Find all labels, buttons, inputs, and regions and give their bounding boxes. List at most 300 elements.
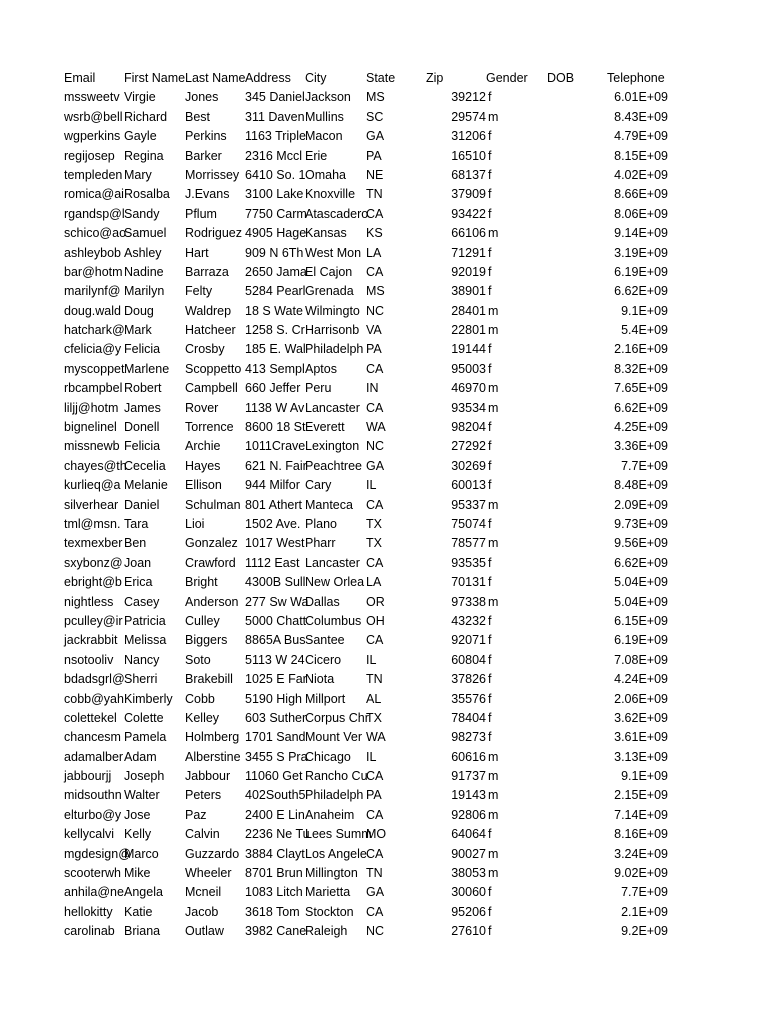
cell-telephone: 6.62E+09	[614, 555, 668, 570]
cell-state: TX	[366, 536, 382, 551]
cell-city: Harrisonb	[305, 323, 360, 338]
cell-email: adamalber	[64, 749, 124, 764]
cell-state: KS	[366, 226, 383, 241]
cell-state: TX	[366, 710, 382, 725]
cell-zip: 38901	[451, 284, 486, 299]
table-row	[64, 534, 684, 553]
cell-city: West Mon	[305, 245, 362, 260]
cell-email: ashleybob	[64, 245, 121, 260]
cell-city: Columbus	[305, 613, 362, 628]
cell-zip: 95206	[451, 904, 486, 919]
cell-email: hatchark@	[64, 323, 125, 338]
cell-address: 2316 Mccl	[245, 148, 302, 163]
cell-address: 3455 S Pra	[245, 749, 308, 764]
cell-zip: 60804	[451, 652, 486, 667]
cell-telephone: 4.25E+09	[614, 420, 668, 435]
cell-state: IL	[366, 652, 377, 667]
cell-first-name: Joseph	[124, 769, 165, 784]
cell-address: 11060 Get	[245, 769, 303, 784]
cell-address: 2650 Jama	[245, 264, 307, 279]
cell-gender: m	[488, 400, 499, 415]
cell-email: marilynf@	[64, 284, 121, 299]
cell-telephone: 7.7E+09	[621, 885, 668, 900]
cell-state: NC	[366, 303, 385, 318]
cell-state: CA	[366, 400, 384, 415]
cell-city: Omaha	[305, 167, 346, 182]
cell-city: Atascadero	[305, 206, 369, 221]
cell-first-name: Mary	[124, 167, 152, 182]
cell-state: MS	[366, 90, 385, 105]
cell-email: midsouthn	[64, 788, 122, 803]
cell-state: NC	[366, 924, 385, 939]
cell-address: 5000 Chatt	[245, 613, 307, 628]
cell-first-name: Doug	[124, 303, 154, 318]
cell-gender: f	[488, 264, 492, 279]
cell-last-name: Hayes	[185, 458, 221, 473]
cell-gender: f	[488, 90, 492, 105]
cell-city: Corpus Chr	[305, 710, 369, 725]
table-row	[64, 515, 684, 534]
cell-email: myscoppet	[64, 361, 125, 376]
cell-first-name: Ashley	[124, 245, 162, 260]
cell-address: 1025 E Far	[245, 672, 307, 687]
table-row	[64, 496, 684, 515]
cell-email: templeden	[64, 167, 123, 182]
cell-state: OH	[366, 613, 385, 628]
cell-gender: f	[488, 555, 492, 570]
cell-last-name: Jacob	[185, 904, 219, 919]
cell-gender: f	[488, 206, 492, 221]
cell-telephone: 8.48E+09	[614, 478, 668, 493]
cell-state: PA	[366, 342, 382, 357]
cell-first-name: Tara	[124, 516, 149, 531]
cell-zip: 43232	[451, 613, 486, 628]
cell-telephone: 6.19E+09	[614, 633, 668, 648]
cell-email: chancesm	[64, 730, 121, 745]
cell-address: 311 Daven	[245, 109, 305, 124]
cell-email: silverhear	[64, 497, 119, 512]
cell-first-name: Melissa	[124, 633, 167, 648]
cell-last-name: Torrence	[185, 420, 234, 435]
table-row	[64, 185, 684, 204]
cell-city: Jackson	[305, 90, 351, 105]
cell-gender: m	[488, 749, 499, 764]
cell-gender: f	[488, 652, 492, 667]
cell-last-name: Jabbour	[185, 769, 231, 784]
cell-state: TX	[366, 516, 382, 531]
cell-last-name: Bright	[185, 575, 218, 590]
cell-telephone: 7.65E+09	[614, 381, 668, 396]
cell-zip: 19143	[451, 788, 486, 803]
cell-gender: f	[488, 420, 492, 435]
cell-gender: m	[488, 866, 499, 881]
cell-telephone: 8.15E+09	[614, 148, 668, 163]
cell-telephone: 2.06E+09	[614, 691, 668, 706]
cell-city: Lexington	[305, 439, 360, 454]
table-row	[64, 166, 684, 185]
cell-gender: f	[488, 458, 492, 473]
cell-first-name: Adam	[124, 749, 157, 764]
cell-address: 1502 Ave.	[245, 516, 301, 531]
cell-gender: f	[488, 167, 492, 182]
table-row	[64, 573, 684, 592]
cell-first-name: Felicia	[124, 439, 161, 454]
cell-city: Stockton	[305, 904, 354, 919]
cell-last-name: Jones	[185, 90, 219, 105]
cell-address: 1112 East	[245, 555, 300, 570]
cell-address: 7750 Carm	[245, 206, 307, 221]
cell-first-name: Marco	[124, 846, 159, 861]
cell-first-name: Cecelia	[124, 458, 166, 473]
cell-first-name: Kelly	[124, 827, 152, 842]
cell-zip: 97338	[451, 594, 486, 609]
cell-state: IL	[366, 749, 377, 764]
cell-address: 5284 Pearl	[245, 284, 306, 299]
cell-last-name: Rodriguez	[185, 226, 242, 241]
cell-telephone: 8.32E+09	[614, 361, 668, 376]
cell-email: chayes@th	[64, 458, 127, 473]
cell-gender: m	[488, 536, 499, 551]
cell-city: Rancho Cu	[305, 769, 368, 784]
cell-email: jabbourjj	[64, 769, 112, 784]
cell-email: liljj@hotm	[64, 400, 119, 415]
cell-first-name: Samuel	[124, 226, 167, 241]
cell-state: OR	[366, 594, 385, 609]
cell-gender: f	[488, 516, 492, 531]
cell-telephone: 9.1E+09	[621, 303, 668, 318]
cell-last-name: Pflum	[185, 206, 217, 221]
table-row	[64, 748, 684, 767]
cell-city: Marietta	[305, 885, 351, 900]
table-row	[64, 437, 684, 456]
cell-address: 1138 W Av	[245, 400, 305, 415]
cell-email: colettekel	[64, 710, 117, 725]
cell-first-name: Mark	[124, 323, 152, 338]
cell-zip: 64064	[451, 827, 486, 842]
cell-address: 18 S Wate	[245, 303, 303, 318]
cell-gender: f	[488, 129, 492, 144]
cell-address: 277 Sw Wa	[245, 594, 309, 609]
cell-email: jackrabbit	[64, 633, 118, 648]
header-state: State	[366, 71, 396, 85]
cell-zip: 98273	[451, 730, 486, 745]
cell-state: CA	[366, 769, 384, 784]
cell-state: LA	[366, 245, 382, 260]
cell-telephone: 7.14E+09	[614, 807, 668, 822]
cell-gender: f	[488, 924, 492, 939]
cell-zip: 27292	[451, 439, 486, 454]
cell-address: 345 Daniel	[245, 90, 305, 105]
cell-zip: 93534	[451, 400, 486, 415]
table-row	[64, 864, 684, 883]
cell-first-name: Katie	[124, 904, 153, 919]
cell-gender: m	[488, 497, 499, 512]
cell-gender: f	[488, 885, 492, 900]
cell-address: 1011Crave	[245, 439, 306, 454]
table-row	[64, 922, 684, 941]
cell-last-name: Holmberg	[185, 730, 240, 745]
cell-email: bignelinel	[64, 420, 117, 435]
table-row	[64, 806, 684, 825]
cell-city: Lees Summ	[305, 827, 372, 842]
cell-state: MS	[366, 284, 385, 299]
cell-email: missnewb	[64, 439, 120, 454]
cell-city: Chicago	[305, 749, 351, 764]
table-row	[64, 631, 684, 650]
cell-zip: 98204	[451, 420, 486, 435]
cell-zip: 16510	[451, 148, 486, 163]
cell-gender: f	[488, 342, 492, 357]
table-row	[64, 205, 684, 224]
cell-city: Niota	[305, 672, 335, 687]
header-email: Email	[64, 71, 96, 85]
cell-telephone: 4.24E+09	[614, 672, 668, 687]
cell-email: rgandsp@l	[64, 206, 125, 221]
cell-gender: f	[488, 730, 492, 745]
cell-telephone: 6.15E+09	[614, 613, 668, 628]
cell-telephone: 9.02E+09	[614, 866, 668, 881]
cell-address: 944 Milfor	[245, 478, 300, 493]
cell-email: carolinab	[64, 924, 115, 939]
table-row	[64, 244, 684, 263]
cell-email: doug.wald	[64, 303, 121, 318]
cell-gender: f	[488, 613, 492, 628]
table-row	[64, 108, 684, 127]
cell-email: kellycalvi	[64, 827, 115, 842]
cell-gender: m	[488, 846, 499, 861]
cell-last-name: Lioi	[185, 516, 205, 531]
cell-address: 3100 Lake	[245, 187, 304, 202]
cell-zip: 39212	[451, 90, 486, 105]
cell-address: 4300B Sull	[245, 575, 306, 590]
table-row	[64, 825, 684, 844]
cell-gender: m	[488, 594, 499, 609]
cell-zip: 75074	[451, 516, 486, 531]
cell-first-name: Briana	[124, 924, 161, 939]
cell-city: Everett	[305, 420, 345, 435]
cell-address: 185 E. Wal	[245, 342, 306, 357]
cell-city: Wilmingto	[305, 303, 360, 318]
cell-address: 660 Jeffer	[245, 381, 301, 396]
cell-gender: f	[488, 361, 492, 376]
cell-telephone: 8.43E+09	[614, 109, 668, 124]
cell-first-name: Angela	[124, 885, 163, 900]
cell-last-name: Ellison	[185, 478, 222, 493]
cell-state: CA	[366, 497, 384, 512]
cell-last-name: Kelley	[185, 710, 220, 725]
header-telephone: Telephone	[607, 71, 665, 85]
cell-first-name: Gayle	[124, 129, 157, 144]
data-rows	[64, 88, 684, 941]
cell-state: SC	[366, 109, 384, 124]
cell-city: Lancaster	[305, 400, 360, 415]
cell-state: CA	[366, 264, 384, 279]
cell-address: 2236 Ne Tu	[245, 827, 310, 842]
cell-last-name: Schulman	[185, 497, 241, 512]
cell-last-name: Morrissey	[185, 167, 240, 182]
cell-address: 8600 18 St	[245, 420, 306, 435]
cell-city: Raleigh	[305, 924, 348, 939]
cell-first-name: Felicia	[124, 342, 161, 357]
table-row	[64, 845, 684, 864]
cell-email: bdadsgrl@	[64, 672, 125, 687]
cell-email: wgperkins	[64, 129, 121, 144]
table-row	[64, 690, 684, 709]
cell-state: CA	[366, 807, 384, 822]
cell-zip: 27610	[451, 924, 486, 939]
cell-gender: m	[488, 807, 499, 822]
cell-city: Anaheim	[305, 807, 355, 822]
cell-state: GA	[366, 458, 385, 473]
table-row	[64, 321, 684, 340]
cell-email: cfelicia@y	[64, 342, 122, 357]
cell-first-name: Ben	[124, 536, 147, 551]
cell-last-name: Brakebill	[185, 672, 233, 687]
cell-state: GA	[366, 885, 385, 900]
table-row	[64, 554, 684, 573]
cell-first-name: Richard	[124, 109, 168, 124]
cell-state: IN	[366, 381, 379, 396]
cell-last-name: Crawford	[185, 555, 236, 570]
table-row	[64, 883, 684, 902]
cell-gender: f	[488, 827, 492, 842]
cell-telephone: 2.1E+09	[621, 904, 668, 919]
cell-telephone: 9.73E+09	[614, 516, 668, 531]
cell-zip: 66106	[451, 226, 486, 241]
cell-telephone: 2.15E+09	[614, 788, 668, 803]
cell-email: nsotooliv	[64, 652, 114, 667]
cell-city: Santee	[305, 633, 345, 648]
cell-email: wsrb@bell	[64, 109, 123, 124]
cell-state: AL	[366, 691, 382, 706]
table-row	[64, 418, 684, 437]
cell-address: 5113 W 24	[245, 652, 305, 667]
cell-address: 1163 Triple	[245, 129, 306, 144]
table-row	[64, 709, 684, 728]
cell-last-name: J.Evans	[185, 187, 230, 202]
cell-city: Plano	[305, 516, 337, 531]
cell-telephone: 3.24E+09	[614, 846, 668, 861]
cell-email: elturbo@y	[64, 807, 122, 822]
cell-first-name: Kimberly	[124, 691, 173, 706]
cell-first-name: Daniel	[124, 497, 160, 512]
cell-state: PA	[366, 788, 382, 803]
cell-first-name: Sandy	[124, 206, 160, 221]
table-row	[64, 399, 684, 418]
cell-first-name: Nadine	[124, 264, 164, 279]
table-row	[64, 786, 684, 805]
cell-city: Mullins	[305, 109, 344, 124]
cell-telephone: 3.36E+09	[614, 439, 668, 454]
cell-telephone: 4.02E+09	[614, 167, 668, 182]
cell-address: 402South5	[245, 788, 306, 803]
cell-state: WA	[366, 420, 386, 435]
header-zip: Zip	[426, 71, 444, 85]
cell-first-name: Colette	[124, 710, 164, 725]
cell-address: 6410 So. 1	[245, 167, 306, 182]
table-row	[64, 224, 684, 243]
cell-gender: f	[488, 633, 492, 648]
cell-state: CA	[366, 555, 384, 570]
cell-telephone: 7.7E+09	[621, 458, 668, 473]
cell-telephone: 3.61E+09	[614, 730, 668, 745]
table-row	[64, 147, 684, 166]
cell-zip: 30060	[451, 885, 486, 900]
cell-state: MO	[366, 827, 387, 842]
cell-state: CA	[366, 206, 384, 221]
cell-zip: 30269	[451, 458, 486, 473]
cell-zip: 28401	[451, 303, 486, 318]
cell-telephone: 5.04E+09	[614, 594, 668, 609]
cell-state: CA	[366, 361, 384, 376]
cell-last-name: Barker	[185, 148, 222, 163]
cell-address: 3884 Clayt	[245, 846, 305, 861]
cell-last-name: Archie	[185, 439, 221, 454]
header-gender: Gender	[486, 71, 528, 85]
cell-gender: f	[488, 904, 492, 919]
cell-email: scooterwh	[64, 866, 121, 881]
cell-zip: 35576	[451, 691, 486, 706]
cell-gender: m	[488, 303, 499, 318]
cell-zip: 68137	[451, 167, 486, 182]
cell-telephone: 9.2E+09	[621, 924, 668, 939]
cell-state: WA	[366, 730, 386, 745]
cell-state: NC	[366, 439, 385, 454]
cell-zip: 95337	[451, 497, 486, 512]
cell-first-name: Erica	[124, 575, 153, 590]
cell-city: New Orlea	[305, 575, 365, 590]
cell-address: 801 Athert	[245, 497, 302, 512]
cell-last-name: Wheeler	[185, 866, 232, 881]
cell-city: Mount Ver	[305, 730, 362, 745]
table-row	[64, 593, 684, 612]
cell-city: Philadelph	[305, 342, 364, 357]
cell-email: tml@msn.	[64, 516, 121, 531]
cell-email: mgdesign@	[64, 846, 131, 861]
cell-first-name: Virgie	[124, 90, 156, 105]
cell-city: El Cajon	[305, 264, 353, 279]
cell-email: cobb@yah	[64, 691, 124, 706]
cell-telephone: 6.19E+09	[614, 264, 668, 279]
cell-address: 413 Sempl	[245, 361, 305, 376]
table-row	[64, 88, 684, 107]
cell-city: Kansas	[305, 226, 347, 241]
cell-state: VA	[366, 323, 382, 338]
cell-last-name: Calvin	[185, 827, 220, 842]
cell-address: 2400 E Lin	[245, 807, 305, 822]
cell-telephone: 3.13E+09	[614, 749, 668, 764]
cell-first-name: Donell	[124, 420, 160, 435]
cell-email: rbcampbel	[64, 381, 123, 396]
cell-gender: f	[488, 710, 492, 725]
cell-telephone: 8.06E+09	[614, 206, 668, 221]
cell-last-name: Rover	[185, 400, 219, 415]
header-dob: DOB	[547, 71, 575, 85]
table-row	[64, 728, 684, 747]
cell-city: Manteca	[305, 497, 353, 512]
cell-gender: f	[488, 245, 492, 260]
spreadsheet	[64, 69, 684, 942]
cell-first-name: Nancy	[124, 652, 160, 667]
cell-telephone: 9.14E+09	[614, 226, 668, 241]
cell-last-name: Gonzalez	[185, 536, 238, 551]
cell-address: 1701 Sand	[245, 730, 306, 745]
table-row	[64, 670, 684, 689]
cell-last-name: Anderson	[185, 594, 239, 609]
cell-state: CA	[366, 904, 384, 919]
cell-zip: 92019	[451, 264, 486, 279]
cell-zip: 31206	[451, 129, 486, 144]
